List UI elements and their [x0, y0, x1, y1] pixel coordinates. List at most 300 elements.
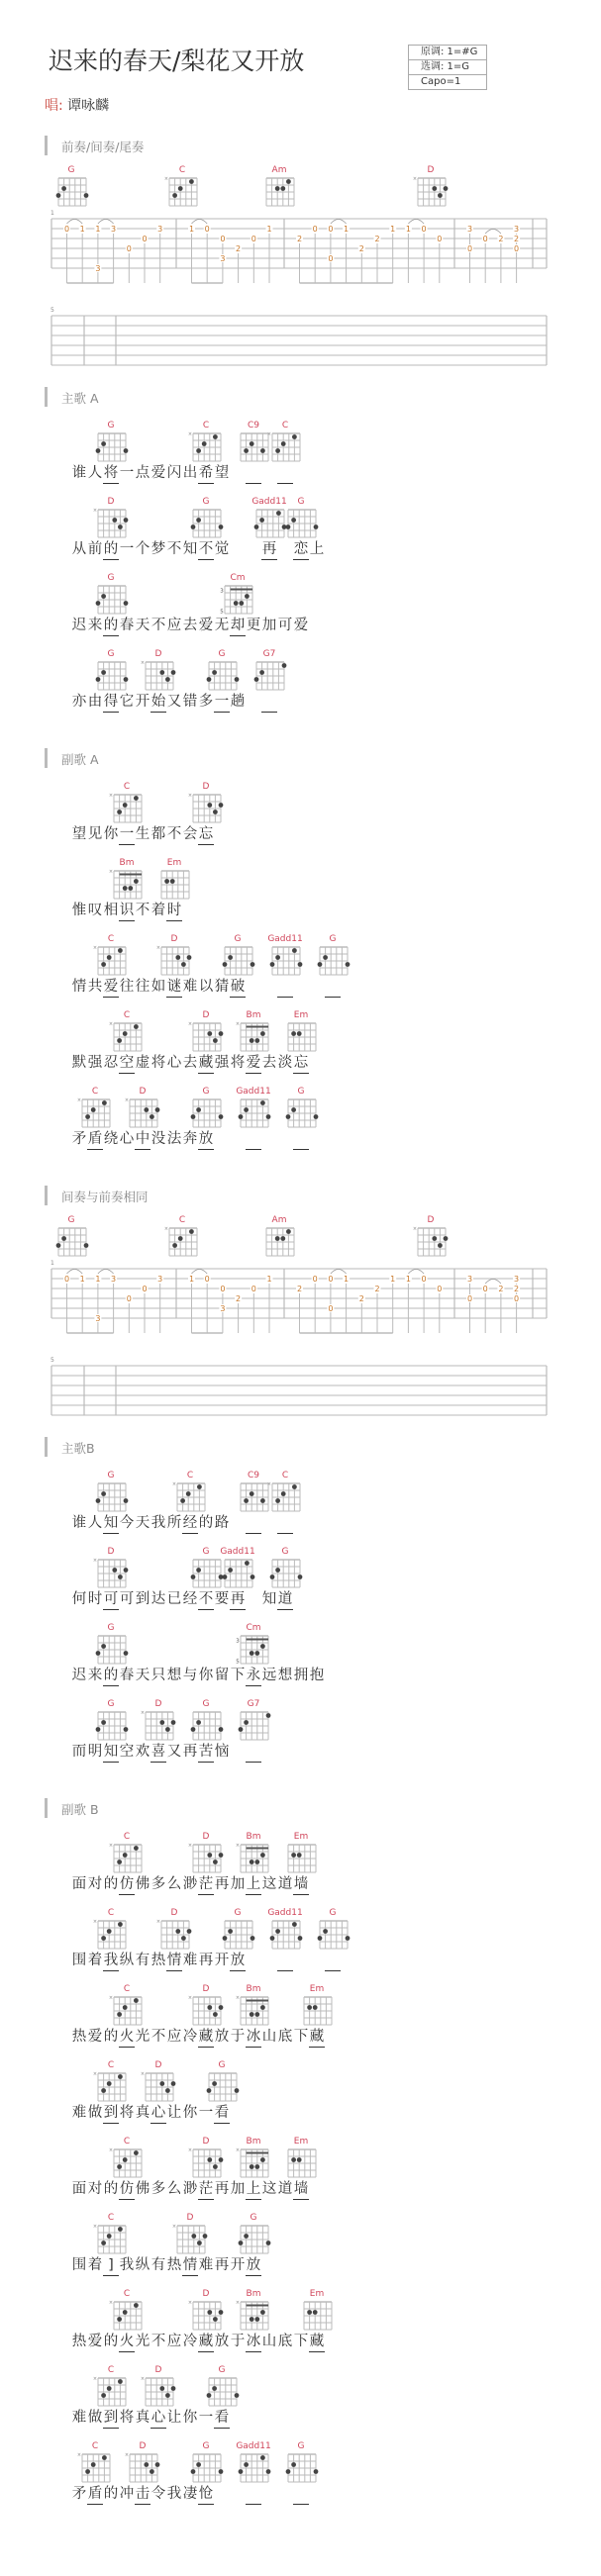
lyric-char: 梦 [150, 541, 166, 557]
muted-string-mark: × [267, 1481, 272, 1487]
tab-block [0, 155, 601, 369]
chord-gadd11 [267, 934, 303, 976]
finger-dot [228, 1929, 233, 1934]
lyric-char: 有 [135, 1953, 150, 1968]
fret-note: 2 [358, 1294, 364, 1303]
chord-name: G [250, 2213, 257, 2223]
finger-dot [117, 810, 122, 814]
fret-note: 0 [204, 1275, 210, 1284]
finger-dot [101, 1936, 106, 1941]
lyric-char: 多 [150, 2181, 166, 2197]
muted-string-mark: × [267, 431, 272, 437]
finger-dot [213, 810, 218, 814]
chord-name: C [91, 1087, 99, 1097]
chord-diagram [188, 508, 224, 538]
muted-string-mark: × [236, 1995, 241, 2001]
chord-diagram [204, 660, 240, 691]
section-header [45, 1798, 601, 1818]
lyric-text [71, 2256, 261, 2276]
lyric-char: 所 [166, 1515, 182, 1531]
fret-note: 2 [358, 244, 364, 253]
chord-diagram [236, 1097, 271, 1128]
lyric-char: 令 [150, 2486, 166, 2502]
lyric-char: 个 [135, 541, 150, 557]
lyric-char: 围 [71, 1953, 87, 1968]
finger-dot [180, 1498, 185, 1503]
lyric-char: 不 [150, 2029, 166, 2045]
chord-g [220, 1908, 255, 1950]
finger-dot [298, 962, 303, 967]
lyric-text [71, 1952, 341, 1971]
lyric-char: 渺 [182, 1876, 198, 1892]
finger-dot [297, 2157, 302, 2162]
lyric-char: 的 [103, 617, 119, 636]
chord-diagram [93, 1919, 129, 1950]
section-4 [0, 1437, 601, 1767]
chord-diagram [156, 945, 192, 976]
finger-dot [170, 879, 175, 884]
finger-dot [244, 1720, 249, 1725]
fret-note: 0 [63, 225, 70, 234]
lyric-char: 心 [150, 2104, 166, 2124]
chord-c [109, 2289, 145, 2331]
fret-note: 0 [437, 235, 443, 243]
lyric-char: 从 [71, 541, 87, 557]
muted-string-mark: × [236, 1021, 241, 1027]
lyric-char: 时 [166, 902, 182, 921]
lyric-char: 不 [198, 1590, 214, 1610]
muted-string-mark: × [109, 869, 114, 875]
finger-dot [259, 670, 264, 675]
chord-d [188, 1832, 224, 1873]
lyric-char: 一 [119, 541, 135, 557]
finger-dot [117, 2012, 122, 2017]
muted-string-mark: × [188, 1021, 193, 1027]
lyric-char: 你 [182, 2410, 198, 2426]
finger-dot [250, 1574, 255, 1579]
finger-dot [187, 1929, 192, 1934]
finger-dot [112, 1568, 117, 1573]
section-5 [0, 1798, 601, 2510]
chord-c [109, 1984, 145, 2026]
finger-dot [260, 2455, 265, 2460]
finger-dot [124, 518, 129, 523]
chord-diagram [109, 1843, 145, 1873]
chord-g [188, 497, 224, 538]
finger-dot [102, 2455, 107, 2460]
chord-name: Em [293, 1832, 309, 1842]
chord-diagram [220, 1558, 255, 1588]
fret-note: 0 [220, 235, 226, 243]
lyric-char: 知 [103, 1743, 119, 1763]
chord-diagram [236, 2147, 271, 2178]
finger-dot [124, 677, 129, 682]
lyric-line [0, 1691, 601, 1767]
lyric-blank [246, 1130, 261, 1150]
chord-diagram [236, 1021, 271, 1052]
lyric-char: 爱 [293, 618, 309, 633]
muted-string-mark: × [141, 1710, 146, 1716]
lyric-char: 难 [182, 979, 198, 995]
lyric-char: 看 [214, 2104, 230, 2124]
lyric-char: 仿 [119, 1875, 135, 1895]
lyric-char [261, 464, 277, 483]
lyric-char: 爱 [246, 1054, 261, 1074]
finger-dot [291, 1853, 296, 1858]
lyric-char: 真 [135, 2105, 150, 2121]
lyric-char [293, 1952, 309, 1970]
finger-dot [228, 955, 233, 960]
lyric-char: 心 [166, 1055, 182, 1071]
fret-note: 2 [296, 235, 303, 243]
finger-dot [101, 594, 106, 599]
lyric-char: 欢 [135, 1744, 150, 1760]
finger-dot [244, 1498, 249, 1503]
finger-dot [101, 962, 106, 967]
finger-dot [155, 2462, 160, 2467]
lyric-char: 盾 [87, 1130, 103, 1150]
lyric-char: 放 [246, 2256, 261, 2276]
finger-dot [118, 1922, 123, 1927]
chord-name: Gadd11 [251, 497, 287, 507]
muted-string-mark: × [236, 1843, 241, 1849]
lyric-char: 于 [230, 2029, 246, 2045]
lyric-char: 冷 [182, 2029, 198, 2045]
slur [408, 220, 424, 225]
finger-dot [107, 2234, 112, 2239]
fret-note: 0 [204, 225, 210, 234]
lyric-char: 下 [230, 1668, 246, 1683]
chord-name: C [202, 421, 210, 430]
chord-g [267, 1547, 303, 1588]
finger-dot [118, 525, 123, 529]
finger-dot [219, 2157, 224, 2162]
lyric-char: 得 [103, 693, 119, 713]
muted-string-mark: × [413, 1226, 418, 1232]
finger-dot [245, 594, 250, 599]
lyric-char: 情 [71, 979, 87, 995]
fret-note: 0 [482, 1285, 488, 1293]
finger-dot [171, 670, 176, 675]
chord-diagram [267, 1919, 303, 1950]
lyric-char: 真 [135, 2410, 150, 2426]
finger-dot [212, 670, 217, 675]
lyric-char: 底 [277, 2029, 293, 2045]
lyric-line [0, 1539, 601, 1615]
lyric-char: 时 [87, 1591, 103, 1607]
lyric-char: 更 [246, 618, 261, 633]
finger-dot [207, 1031, 212, 1036]
section-0 [0, 136, 601, 369]
chord-name: D [202, 1984, 210, 1994]
chord-name: Gadd11 [267, 934, 303, 944]
fret-note: 0 [250, 1285, 256, 1293]
chord-diagram [188, 1710, 224, 1741]
lyric-char [246, 1590, 261, 1609]
finger-dot [101, 1491, 106, 1496]
finger-dot [323, 1929, 328, 1934]
lyric-char: 的 [103, 1876, 119, 1892]
finger-dot [228, 1568, 233, 1573]
lyric-char: 难 [71, 2410, 87, 2426]
lyric-char: 矛 [71, 2486, 87, 2502]
chord-diagram [188, 2452, 224, 2483]
lyric-char: 喜 [150, 1743, 166, 1763]
chord-name: G [297, 497, 305, 507]
lyric-text [71, 902, 182, 921]
chord-g [188, 1699, 224, 1741]
chord-g [93, 1699, 129, 1741]
chord-em [283, 2137, 319, 2178]
lyric-char: 它 [119, 694, 135, 710]
lyric-char: 的 [198, 1515, 214, 1531]
fret-note: 0 [142, 235, 148, 243]
finger-dot [346, 962, 351, 967]
fret-note: 2 [498, 235, 504, 243]
fret-note: 1 [405, 225, 411, 234]
chord-diagram [109, 2147, 145, 2178]
lyric-text [71, 2409, 230, 2429]
finger-dot [260, 448, 265, 453]
fret-note: 1 [188, 225, 195, 234]
finger-dot [165, 1727, 170, 1732]
lyric-char: 趟 [230, 694, 246, 710]
lyric-char: 破 [230, 978, 246, 998]
lyric-char: 见 [87, 826, 103, 842]
chord-diagram [109, 1021, 145, 1052]
finger-dot [219, 2310, 224, 2315]
muted-string-mark: × [93, 1919, 98, 1925]
chord-diagram [204, 2071, 240, 2102]
chord-name: D [139, 2441, 147, 2451]
fret-note: 3 [220, 1304, 226, 1313]
chord-name: G [234, 1908, 242, 1918]
chord-diagram [93, 1634, 129, 1665]
muted-string-mark: × [93, 508, 98, 514]
chord-d [188, 1984, 224, 2026]
lyric-char: 没 [150, 1131, 166, 1147]
finger-dot [250, 441, 254, 446]
finger-dot [101, 1720, 106, 1725]
lyric-char: 我 [103, 1952, 119, 1971]
finger-dot [244, 2234, 249, 2239]
lyric-char: 再 [214, 1876, 230, 1892]
lyric-line [0, 2129, 601, 2205]
finger-dot [96, 1651, 101, 1656]
chord-diagram [267, 1558, 303, 1588]
finger-dot [313, 2310, 318, 2315]
lyric-char [246, 978, 261, 997]
lyric-char [246, 1952, 261, 1970]
chord-g7 [236, 1699, 271, 1741]
lyric-char: 热 [71, 2029, 87, 2045]
finger-dot [187, 955, 192, 960]
lyric-char: 上 [309, 541, 325, 557]
finger-dot [118, 948, 123, 953]
section-title: 副歌 B [61, 1802, 99, 1817]
lyric-char: 猜 [214, 979, 230, 995]
fret-note: 1 [390, 1275, 396, 1284]
lyric-line [0, 774, 601, 850]
finger-dot [117, 1860, 122, 1864]
chord-name: G [329, 934, 337, 944]
lyric-text [71, 464, 293, 484]
chord-diagram [93, 584, 129, 615]
section-title: 间奏与前奏相同 [61, 1190, 149, 1204]
finger-dot [128, 886, 133, 891]
fret-note: 2 [374, 1285, 380, 1293]
chord-name: D [154, 2060, 162, 2070]
lyric-char [230, 464, 246, 483]
finger-dot [207, 2157, 212, 2162]
lyric-char: 惟 [71, 903, 87, 918]
chord-name: D [186, 2213, 194, 2223]
capo: Capo=1 [421, 76, 461, 87]
lyric-char: 再 [214, 2181, 230, 2197]
lyric-char: 永 [246, 1667, 261, 1686]
finger-dot [259, 518, 264, 523]
finger-dot [197, 2241, 202, 2245]
lyric-char: 难 [71, 2105, 87, 2121]
chord-diagram [172, 2224, 208, 2254]
finger-dot [254, 2164, 259, 2169]
finger-dot [118, 2379, 123, 2384]
singer [45, 95, 109, 115]
lyric-char [309, 1952, 325, 1970]
chord-diagram [93, 431, 129, 462]
finger-dot [96, 1727, 101, 1732]
lyric-text [71, 1743, 261, 1763]
finger-dot [117, 1038, 122, 1043]
selected-key: 选调: 1=G [409, 60, 486, 75]
finger-dot [212, 2081, 217, 2086]
chord-c9 [236, 1471, 271, 1512]
lyric-char [230, 1514, 246, 1533]
finger-dot [85, 1114, 90, 1119]
lyric-char [293, 978, 309, 997]
chord-name: G [218, 2365, 226, 2375]
chord-g [283, 1087, 319, 1128]
lyric-char: 情 [182, 2256, 198, 2276]
chord-c [77, 1087, 113, 1128]
chord-name: Cm [246, 1623, 261, 1633]
chord-diagram [236, 1995, 271, 2026]
finger-dot [318, 1936, 323, 1941]
lyric-char: 到 [135, 1591, 150, 1607]
fret-note: 3 [157, 1275, 163, 1284]
finger-dot [219, 1031, 224, 1036]
lyric-char: 道 [277, 1876, 293, 1892]
chord-name: D [202, 2137, 210, 2147]
lyric-char: 有 [150, 2257, 166, 2273]
finger-dot [266, 2241, 271, 2245]
finger-dot [144, 2462, 149, 2467]
lyric-char [277, 1130, 293, 1149]
lyric-char: 着 [150, 903, 166, 918]
chord-name: G [329, 1908, 337, 1918]
finger-dot [207, 2005, 212, 2010]
finger-dot [213, 1038, 218, 1043]
lyric-char: 奔 [182, 1131, 198, 1147]
lyric-char: 谁 [71, 1515, 87, 1531]
finger-dot [175, 955, 180, 960]
lyric-char: 做 [87, 2105, 103, 2121]
finger-dot [239, 601, 244, 606]
chord-c [109, 1010, 145, 1052]
lyric-char: 中 [135, 1130, 150, 1150]
chord-name: C [123, 2137, 131, 2147]
fret-note: 1 [405, 1275, 411, 1284]
chord-gadd11 [251, 497, 287, 538]
chord-name: D [427, 1215, 435, 1225]
fret-note: 0 [312, 1275, 318, 1284]
fret-note: 2 [374, 235, 380, 243]
section-title: 主歌B [61, 1441, 95, 1456]
lyric-char: 知 [261, 1591, 277, 1607]
lyric-char: 着 [87, 1953, 103, 1968]
lyric-char: 共 [87, 979, 103, 995]
lyric-char: 由 [87, 694, 103, 710]
lyric-char: 忘 [293, 1054, 309, 1074]
chord-name: D [202, 782, 210, 792]
finger-dot [286, 2469, 291, 2474]
lyric-char [214, 2485, 230, 2504]
lyric-char: 盾 [87, 2485, 103, 2505]
chord-c [267, 421, 303, 462]
fret-note: 0 [328, 1304, 334, 1313]
finger-dot [123, 886, 128, 891]
chord-name: D [202, 1010, 210, 1020]
lyric-char: 将 [150, 1055, 166, 1071]
chord-g [315, 934, 351, 976]
muted-string-mark: × [164, 176, 169, 182]
lyric-char: 茫 [198, 2180, 214, 2200]
fret-note: 1 [344, 1275, 350, 1284]
chord-name: G [67, 165, 75, 175]
fret-note: 0 [514, 244, 520, 253]
finger-dot [260, 2310, 265, 2315]
finger-dot [314, 525, 319, 529]
key-info-box [408, 45, 487, 90]
finger-dot [203, 2234, 208, 2239]
finger-dot [155, 1107, 160, 1112]
chord-diagram [236, 1710, 271, 1741]
finger-dot [297, 1853, 302, 1858]
finger-dot [291, 1107, 296, 1112]
finger-dot [118, 2227, 123, 2232]
muted-string-mark: × [156, 1919, 161, 1925]
lyric-char: 去 [261, 1055, 277, 1071]
lyric-char: 藏 [198, 2028, 214, 2048]
chord-d [188, 2137, 224, 2178]
lyric-line [0, 850, 601, 926]
chord-name: G [297, 2441, 305, 2451]
chord-d [172, 2213, 208, 2254]
finger-dot [124, 1727, 129, 1732]
fret-note: 3 [157, 225, 163, 234]
finger-dot [260, 1498, 265, 1503]
lyric-char: 希 [198, 464, 214, 484]
fret-note: 2 [236, 244, 242, 253]
finger-dot [117, 2164, 122, 2169]
chord-diagram [283, 2452, 319, 2483]
chord-diagram [141, 2071, 176, 2102]
lyric-char: 出 [182, 465, 198, 481]
chord-name: G [202, 2441, 210, 2451]
finger-dot [219, 1114, 224, 1119]
muted-string-mark: × [236, 2147, 241, 2153]
finger-dot [245, 1561, 250, 1566]
